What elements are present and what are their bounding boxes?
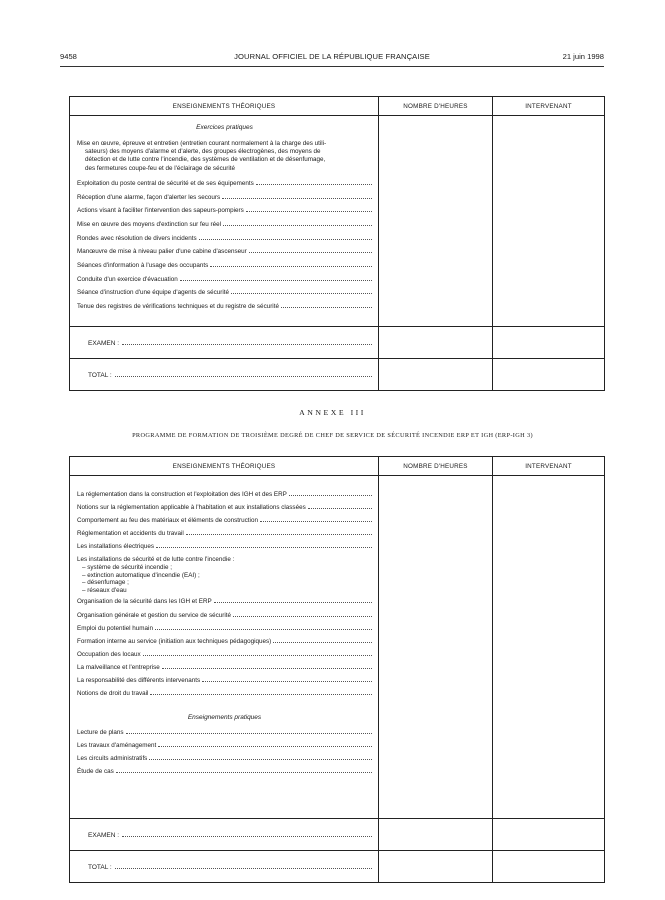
- dot-leader: [281, 302, 372, 308]
- column-header-theory: ENSEIGNEMENTS THÉORIQUES: [70, 97, 379, 116]
- column-header-theory: ENSEIGNEMENTS THÉORIQUES: [70, 457, 379, 476]
- block-line: – extinction automatique d'incendie (EAI) ;: [82, 571, 200, 579]
- list-item: Comportement au feu des matériaux et éléments de construction: [77, 516, 372, 529]
- dot-leader: [149, 754, 372, 760]
- dot-leader: [222, 193, 372, 199]
- exam-row: [70, 327, 605, 359]
- intro-line: sateurs) des moyens d'alarme et d'alerte, des groupes électrogènes, des moyens de: [85, 148, 321, 156]
- dot-leader: [249, 247, 372, 253]
- dot-leader: [186, 529, 372, 535]
- exam-speaker-cell: [493, 327, 605, 359]
- dot-leader: [210, 261, 372, 267]
- dot-leader: [231, 288, 372, 294]
- dot-leader: [199, 234, 372, 240]
- table-header-row: [70, 97, 605, 116]
- dot-leader: [158, 741, 372, 747]
- list-item: Mise en œuvre des moyens d'extinction sur feu réel: [77, 220, 372, 234]
- total-speaker-cell: [493, 359, 605, 391]
- exam-hours-cell: [379, 819, 493, 851]
- dot-leader: [214, 597, 372, 603]
- list-item: Conduite d'un exercice d'évacuation: [77, 275, 372, 289]
- list-item: Étude de cas: [77, 767, 372, 780]
- dot-leader: [155, 624, 372, 630]
- dot-leader: [156, 542, 372, 548]
- dot-leader: [256, 179, 372, 185]
- dot-leader: [233, 611, 372, 617]
- dot-leader: [308, 503, 372, 509]
- exam-row: [70, 819, 605, 851]
- section-subtitle: Enseignements pratiques: [187, 714, 262, 722]
- list-item: Notions sur la réglementation applicable à l'habitation et aux installations classées: [77, 503, 372, 516]
- total-label: TOTAL :: [88, 864, 112, 871]
- exam-speaker-cell: [493, 819, 605, 851]
- list-item: La malveillance et l'entreprise: [77, 663, 372, 676]
- safety-installations-block: [77, 556, 372, 594]
- list-item: Lecture de plans: [77, 728, 372, 741]
- list-item: Les installations électriques: [77, 542, 372, 555]
- column-header-hours: NOMBRE D'HEURES: [379, 457, 493, 476]
- dot-leader: [223, 220, 372, 226]
- block-line: – réseaux d'eau: [82, 586, 127, 594]
- list-item: La réglementation dans la construction et l'exploitation des IGH et des ERP: [77, 490, 372, 503]
- list-item: Réception d'une alarme, façon d'alerter les secours: [77, 193, 372, 207]
- list-item: La responsabilité des différents intervenants: [77, 676, 372, 689]
- block-line: – système de sécurité incendie ;: [82, 564, 172, 572]
- table-annexe-3: [69, 456, 605, 883]
- list-item: Rondes avec résolution de divers incidents: [77, 234, 372, 248]
- block-title: Les installations de sécurité et de lutte contre l'incendie :: [77, 556, 235, 564]
- annexe-title: ANNEXE III: [299, 408, 366, 417]
- block-line: – désenfumage ;: [82, 579, 129, 587]
- page-header: [60, 52, 604, 64]
- list-item: Les circuits administratifs: [77, 754, 372, 767]
- list-item: Exploitation du poste central de sécurité et de ses équipements: [77, 179, 372, 193]
- list-item: Les travaux d'aménagement: [77, 741, 372, 754]
- page-number: 9458: [60, 52, 77, 61]
- table-header-row: [70, 457, 605, 476]
- dot-leader: [202, 676, 372, 682]
- table-body-row: [70, 116, 605, 327]
- subjects-cell: [70, 116, 379, 327]
- list-item: Formation interne au service (initiation aux techniques pédagogiques): [77, 637, 372, 650]
- list-item: Tenue des registres de vérifications techniques et du registre de sécurité: [77, 302, 372, 316]
- dot-leader: [273, 637, 372, 643]
- dot-leader: [289, 490, 372, 496]
- exam-hours-cell: [379, 327, 493, 359]
- total-label: TOTAL :: [88, 372, 112, 379]
- intro-line: Mise en œuvre, épreuve et entretien (entretien courant normalement à la charge des utili-: [77, 140, 327, 147]
- dot-leader: [162, 663, 372, 669]
- list-item: Organisation générale et gestion du service de sécurité: [77, 611, 372, 624]
- section-subtitle: Exercices pratiques: [196, 124, 253, 131]
- column-header-speaker: INTERVENANT: [493, 97, 605, 116]
- total-hours-cell: [379, 851, 493, 883]
- dot-leader: [126, 728, 372, 734]
- journal-title: JOURNAL OFFICIEL DE LA RÉPUBLIQUE FRANÇAISE: [234, 52, 430, 61]
- dot-leader: [143, 650, 372, 656]
- intro-paragraph: [77, 140, 372, 173]
- hours-cell: [379, 476, 493, 819]
- dot-leader: [180, 275, 372, 281]
- publication-date: 21 juin 1998: [562, 52, 604, 61]
- dot-leader: [115, 359, 372, 377]
- total-hours-cell: [379, 359, 493, 391]
- dot-leader: [122, 819, 372, 837]
- subjects-cell: [70, 476, 379, 819]
- hours-cell: [379, 116, 493, 327]
- total-row: [70, 359, 605, 391]
- speaker-cell: [493, 476, 605, 819]
- list-item: Manœuvre de mise à niveau palier d'une cabine d'ascenseur: [77, 247, 372, 261]
- exam-label: EXAMEN :: [88, 340, 120, 347]
- table-annexe-2-continued: [69, 96, 605, 391]
- table-body-row: [70, 476, 605, 819]
- dot-leader: [150, 689, 372, 695]
- intro-line: des fermetures coupe-feu et de l'éclairage de sécurité: [85, 164, 235, 172]
- total-speaker-cell: [493, 851, 605, 883]
- list-item: Séances d'information à l'usage des occupants: [77, 261, 372, 275]
- dot-leader: [246, 206, 372, 212]
- exam-label: EXAMEN :: [88, 832, 120, 839]
- list-item: Séance d'instruction d'une équipe d'agents de sécurité: [77, 288, 372, 302]
- total-row: [70, 851, 605, 883]
- dot-leader: [115, 851, 372, 869]
- list-item: Emploi du potentiel humain: [77, 624, 372, 637]
- dot-leader: [122, 327, 372, 345]
- speaker-cell: [493, 116, 605, 327]
- header-rule: [60, 66, 604, 67]
- dot-leader: [116, 767, 372, 773]
- intro-line: détection et de lutte contre l'incendie, des systèmes de ventilation et de désenfumage,: [85, 156, 326, 164]
- list-item: Occupation des locaux: [77, 650, 372, 663]
- list-item: Organisation de la sécurité dans les IGH et ERP: [77, 597, 372, 610]
- dot-leader: [260, 516, 372, 522]
- list-item: Réglementation et accidents du travail: [77, 529, 372, 542]
- program-title: PROGRAMME DE FORMATION DE TROISIÈME DEGRÉ DE CHEF DE SERVICE DE SÉCURITÉ INCENDIE ERP ET IGH (ERP-IGH 3): [132, 432, 533, 439]
- column-header-hours: NOMBRE D'HEURES: [379, 97, 493, 116]
- list-item: Actions visant à faciliter l'intervention des sapeurs-pompiers: [77, 206, 372, 220]
- list-item: Notions de droit du travail: [77, 689, 372, 702]
- column-header-speaker: INTERVENANT: [493, 457, 605, 476]
